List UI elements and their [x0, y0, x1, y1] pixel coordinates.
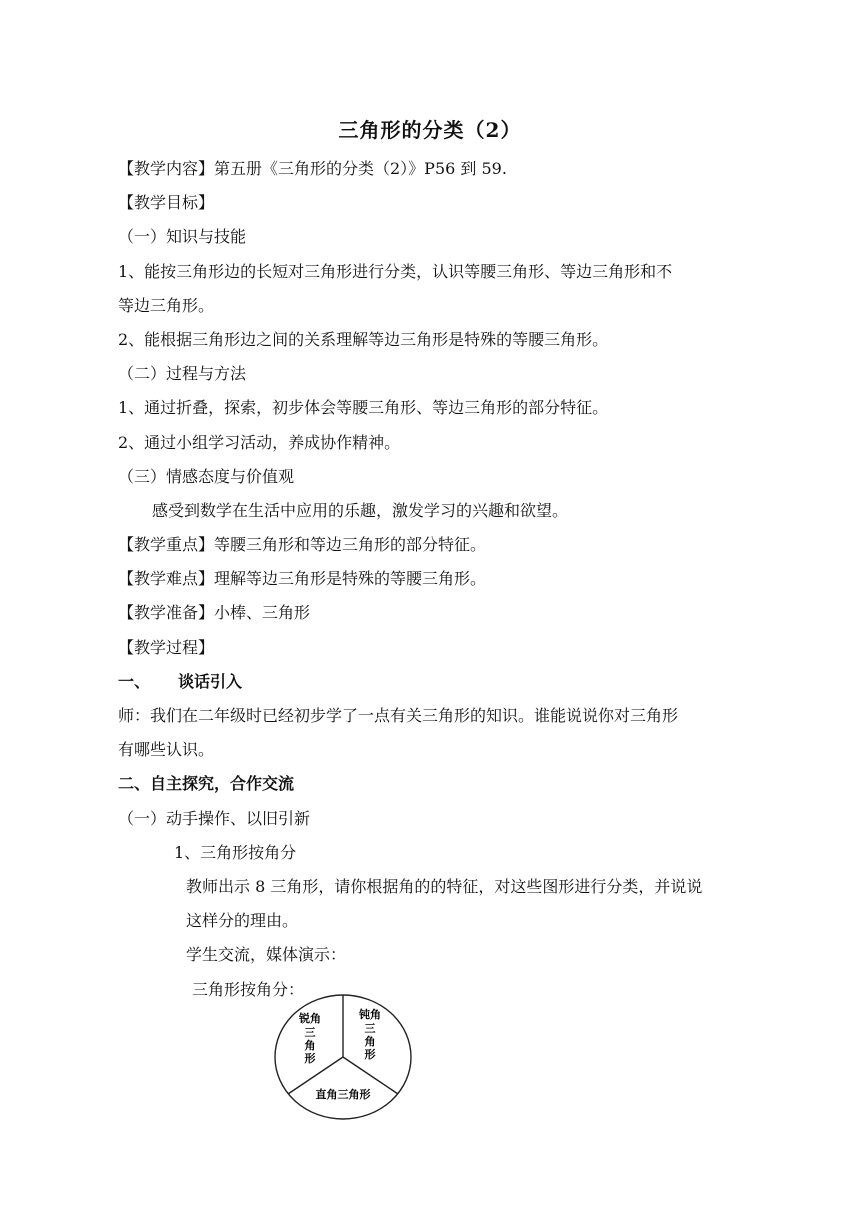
section-1-heading: [118, 665, 738, 699]
preparation-line: 【教学准备】小棒、三角形: [118, 603, 311, 623]
teacher-line-b: 这样分的理由。: [186, 911, 299, 931]
section-1-title: 谈话引入: [178, 671, 243, 691]
obtuse-label-line-3: 角: [364, 1035, 376, 1048]
emotion-heading: （三）情感态度与价值观: [118, 466, 295, 486]
acute-label-line-4: 形: [304, 1052, 316, 1065]
teacher-line-a: 教师出示 8 三角形，请你根据角的的特征，对这些图形进行分类，并说说: [186, 876, 703, 896]
talk-line-b: 有哪些认识。: [118, 740, 215, 760]
process-item-2: 2、通过小组学习活动，养成协作精神。: [118, 432, 401, 452]
obtuse-label-line-1: 钝角: [359, 1008, 381, 1021]
obtuse-label-line-4: 形: [364, 1048, 376, 1061]
knowledge-heading: （一）知识与技能: [118, 227, 247, 247]
knowledge-item-1b: 等边三角形。: [118, 295, 215, 315]
teaching-content-line: 【教学内容】第五册《三角形的分类（2）》P56 到 59.: [118, 159, 507, 178]
section-1-number: 一、: [118, 671, 151, 691]
acute-label-line-1: 锐角: [299, 1012, 321, 1025]
difficulty-line: 【教学难点】理解等边三角形是特殊的等腰三角形。: [118, 569, 487, 589]
triangle-classification-diagram: [272, 994, 414, 1126]
process-item-1: 1、通过折叠，探索，初步体会等腰三角形、等边三角形的部分特征。: [118, 398, 609, 418]
section-2-heading: 二、自主探究，合作交流: [118, 774, 295, 794]
classification-circle-svg: [272, 994, 414, 1126]
teaching-goal-heading: 【教学目标】: [118, 193, 215, 213]
student-line: 学生交流，媒体演示：: [186, 945, 347, 965]
acute-label-line-2: 三: [304, 1026, 316, 1039]
procedure-heading: 【教学过程】: [118, 637, 215, 657]
process-heading: （二）过程与方法: [118, 364, 247, 384]
key-point-line: 【教学重点】等腰三角形和等边三角形的部分特征。: [118, 535, 487, 555]
diagram-caption: 三角形按角分：: [192, 979, 305, 999]
knowledge-item-1a: 1、能按三角形边的长短对三角形进行分类，认识等腰三角形、等边三角形和不: [118, 261, 673, 281]
page-title: 三角形的分类（2）: [338, 118, 522, 142]
talk-line-a: 师：我们在二年级时已经初步学了一点有关三角形的知识。谁能说说你对三角形: [118, 706, 679, 725]
item-1-heading: 1、三角形按角分: [174, 842, 297, 862]
acute-label-line-3: 角: [304, 1039, 316, 1052]
emotion-item: 感受到数学在生活中应用的乐趣，激发学习的兴趣和欲望。: [152, 500, 569, 520]
obtuse-label-line-2: 三: [364, 1022, 376, 1035]
right-label: 直角三角形: [315, 1088, 371, 1101]
document-body: [118, 152, 738, 1007]
knowledge-item-2: 2、能根据三角形边之间的关系理解等边三角形是特殊的等腰三角形。: [118, 329, 609, 349]
subsection-1-heading: （一）动手操作、以旧引新: [118, 808, 311, 828]
